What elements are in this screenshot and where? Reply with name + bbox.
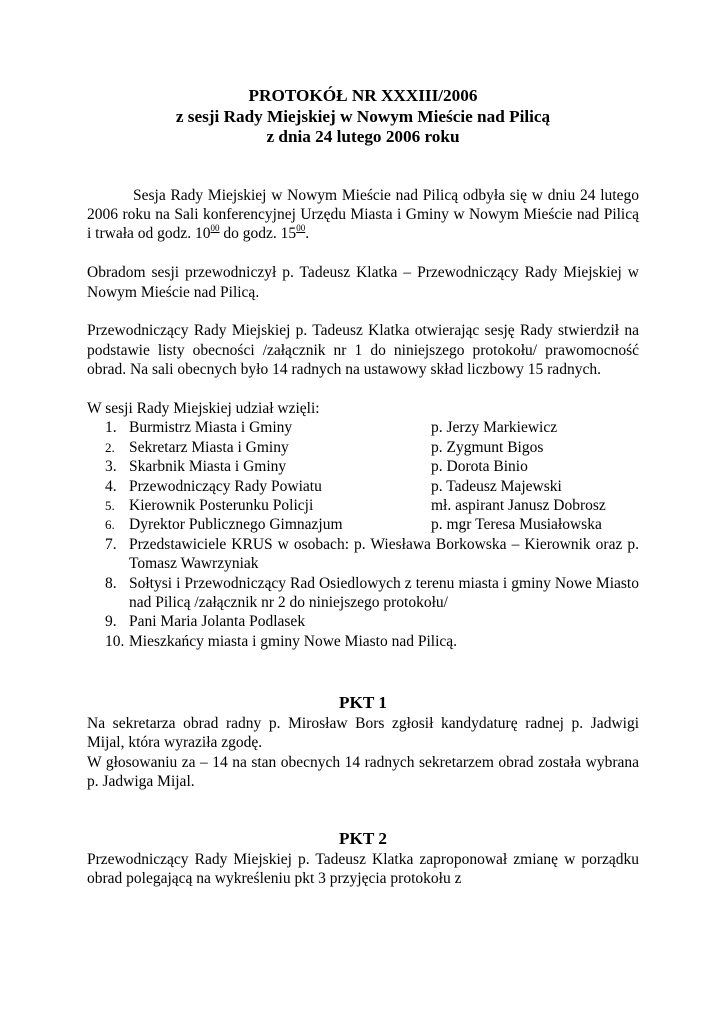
intro-paragraph	[87, 186, 639, 244]
pkt1-heading: PKT 1	[339, 693, 387, 713]
quorum-paragraph: Przewodniczący Rady Miejskiej p. Tadeusz Klatka otwierając sesję Rady stwierdził na podstawie listy obecności /załącznik nr 1 do niniejszego protokołu/ prawomocność obrad. Na sali obecnych było 14 radnych na ustawowy skład liczbowy 15 radnych.	[87, 322, 639, 379]
pkt2-paragraph-1: Przewodniczący Rady Miejskiej p. Tadeusz Klatka zaproponował zmianę w porządku obrad polegającą na wykreśleniu pkt 3 przyjęcia protokołu z	[87, 850, 639, 888]
participant-name: p. mgr Teresa Musiałowska	[431, 516, 602, 534]
list-number: 2.	[105, 439, 115, 455]
list-number: 10.	[105, 632, 125, 650]
pkt1-paragraph-2: W głosowaniu za – 14 na stan obecnych 14 radnych sekretarzem obrad została wybrana p. Jadwiga Mijal.	[87, 753, 639, 790]
list-item	[87, 438, 639, 457]
list-number: 8.	[105, 574, 117, 592]
list-item	[87, 496, 639, 515]
intro-text-3: .	[305, 225, 310, 243]
pkt1-paragraph-1: Na sekretarza obrad radny p. Mirosław Bors zgłosił kandydaturę radnej p. Jadwigi Mijal, która wyraziła zgodę.	[87, 714, 639, 752]
list-item	[87, 612, 639, 631]
list-number: 7.	[105, 535, 117, 553]
participant-name: mł. aspirant Janusz Dobrosz	[431, 496, 606, 514]
participant-name: p. Jerzy Markiewicz	[431, 419, 558, 437]
list-item	[87, 515, 639, 534]
participant-role: Kierownik Posterunku Policji	[129, 496, 314, 514]
participant-role: Skarbnik Miasta i Gminy	[129, 458, 287, 476]
participants-heading: W sesji Rady Miejskiej udział wzięli:	[87, 399, 320, 417]
participant-name: p. Zygmunt Bigos	[431, 438, 544, 456]
pkt2-heading: PKT 2	[339, 829, 387, 849]
list-item	[87, 535, 639, 574]
list-item-text: Pani Maria Jolanta Podlasek	[129, 613, 306, 631]
list-item	[87, 477, 639, 496]
intro-text-1: Sesja Rady Miejskiej w Nowym Mieście nad Pilicą odbyła się w dniu 24 lutego 2006 roku na Sali konferencyjnej Urzędu Miasta i Gminy w Nowym Mieście nad Pilicą i trwała od godz. 10	[87, 186, 639, 243]
participant-role: Przewodniczący Rady Powiatu	[129, 477, 322, 495]
participant-name: p. Dorota Binio	[431, 458, 528, 476]
list-number: 5.	[105, 497, 115, 513]
participants-list	[87, 418, 639, 651]
participant-role: Sekretarz Miasta i Gminy	[129, 438, 289, 456]
participant-role: Dyrektor Publicznego Gimnazjum	[129, 516, 343, 534]
list-item-text: Przedstawiciele KRUS w osobach: p. Wiesława Borkowska – Kierownik oraz p. Tomasz Wawrzyniak	[129, 535, 639, 573]
list-item	[87, 574, 639, 613]
list-item	[87, 632, 639, 651]
list-item	[87, 418, 639, 437]
document-page	[87, 86, 639, 889]
intro-text-2: do godz. 15	[219, 225, 297, 243]
end-hour-minutes: 00	[296, 223, 306, 234]
title-line-1: PROTOKÓŁ NR XXXIII/2006	[248, 86, 478, 105]
list-item-text: Mieszkańcy miasta i gminy Nowe Miasto nad Pilicą.	[129, 632, 458, 650]
list-number: 4.	[105, 477, 117, 495]
document-title	[87, 86, 639, 148]
title-line-3: z dnia 24 lutego 2006 roku	[266, 127, 460, 146]
list-item	[87, 457, 639, 476]
list-number: 1.	[105, 419, 117, 437]
list-item-text: Sołtysi i Przewodniczący Rad Osiedlowych z terenu miasta i gminy Nowe Miasto nad Pilicą /załącznik nr 2 do niniejszego protokołu/	[129, 574, 639, 611]
participant-role: Burmistrz Miasta i Gminy	[129, 419, 293, 437]
list-number: 9.	[105, 613, 117, 631]
start-hour-minutes: 00	[210, 223, 220, 234]
title-line-2: z sesji Rady Miejskiej w Nowym Mieście nad Pilicą	[175, 106, 551, 126]
participant-name: p. Tadeusz Majewski	[431, 477, 562, 495]
chair-paragraph: Obradom sesji przewodniczył p. Tadeusz Klatka – Przewodniczący Rady Miejskiej w Nowym Mieście nad Pilicą.	[87, 264, 639, 301]
list-number: 6.	[105, 517, 115, 533]
list-number: 3.	[105, 458, 117, 476]
